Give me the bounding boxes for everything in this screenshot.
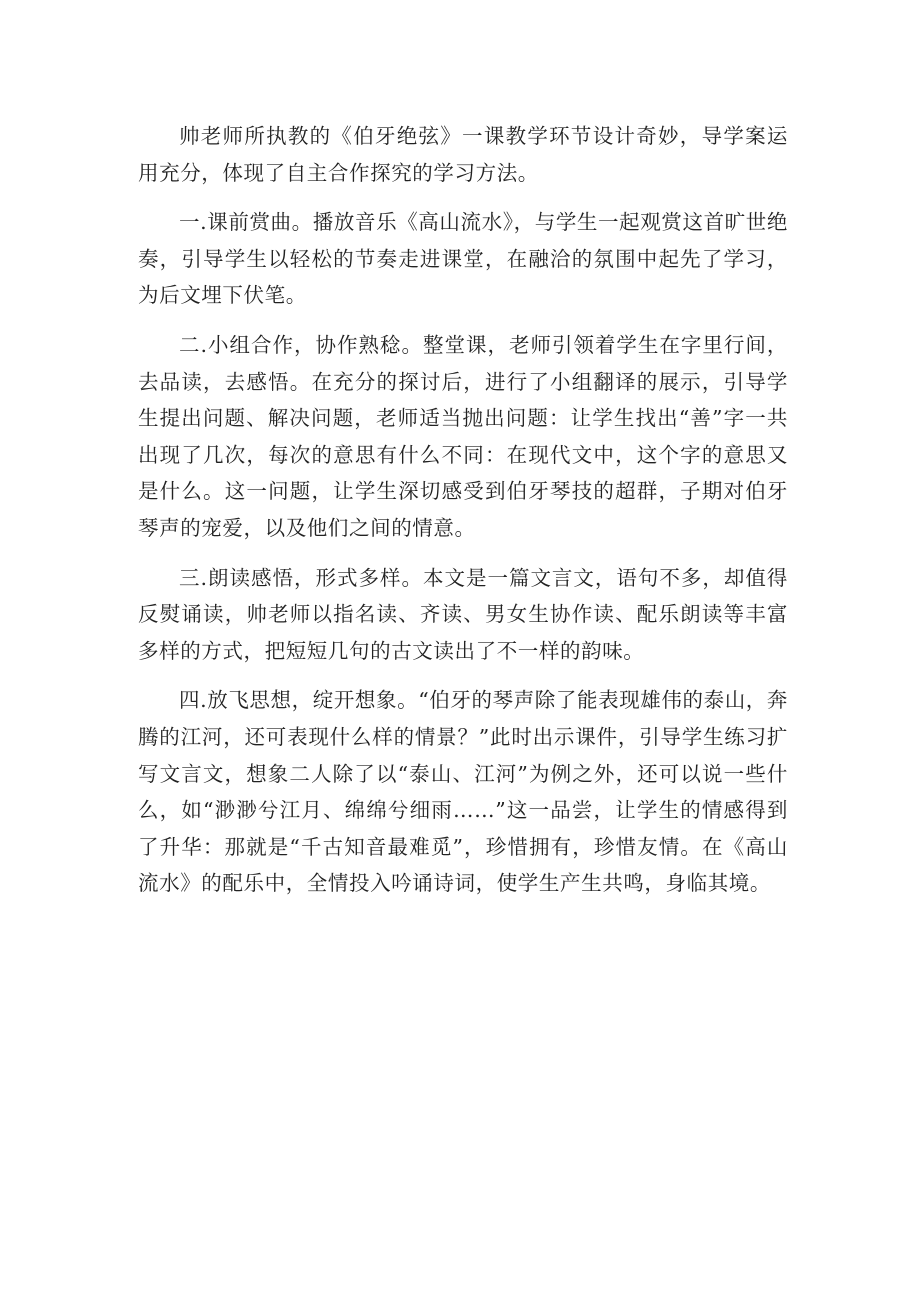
document-body bbox=[138, 118, 788, 915]
paragraph-section-4: 四.放飞思想，绽开想象。“伯牙的琴声除了能表现雄伟的泰山，奔腾的江河，还可表现什么样的情景？”此时出示课件，引导学生练习扩写文言文，想象二人除了以“泰山、江河”为例之外，还可以说一些什么，如“渺渺兮江月、绵绵兮细雨……”这一品尝，让学生的情感得到了升华：那就是“千古知音最难觅”，珍惜拥有，珍惜友情。在《高山流水》的配乐中，全情投入吟诵诗词，使学生产生共鸣，身临其境。 bbox=[138, 688, 788, 896]
paragraph-section-3: 三.朗读感悟，形式多样。本文是一篇文言文，语句不多，却值得反熨诵读，帅老师以指名读、齐读、男女生协作读、配乐朗读等丰富多样的方式，把短短几句的古文读出了不一样的韵味。 bbox=[138, 565, 788, 663]
paragraph-intro: 帅老师所执教的《伯牙绝弦》一课教学环节设计奇妙，导学案运用充分，体现了自主合作探究的学习方法。 bbox=[138, 124, 788, 185]
paragraph-section-2: 二.小组合作，协作熟稔。整堂课，老师引领着学生在字里行间，去品读，去感悟。在充分的探讨后，进行了小组翻译的展示，引导学生提出问题、解决问题，老师适当抛出问题：让学生找出“善”字一共出现了几次，每次的意思有什么不同：在现代文中，这个字的意思又是什么。这一问题，让学生深切感受到伯牙琴技的超群，子期对伯牙琴声的宠爱，以及他们之间的情意。 bbox=[138, 332, 788, 540]
paragraph-section-1: 一.课前赏曲。播放音乐《高山流水》，与学生一起观赏这首旷世绝奏，引导学生以轻松的节奏走进课堂，在融洽的氛围中起先了学习，为后文埋下伏笔。 bbox=[138, 210, 788, 308]
